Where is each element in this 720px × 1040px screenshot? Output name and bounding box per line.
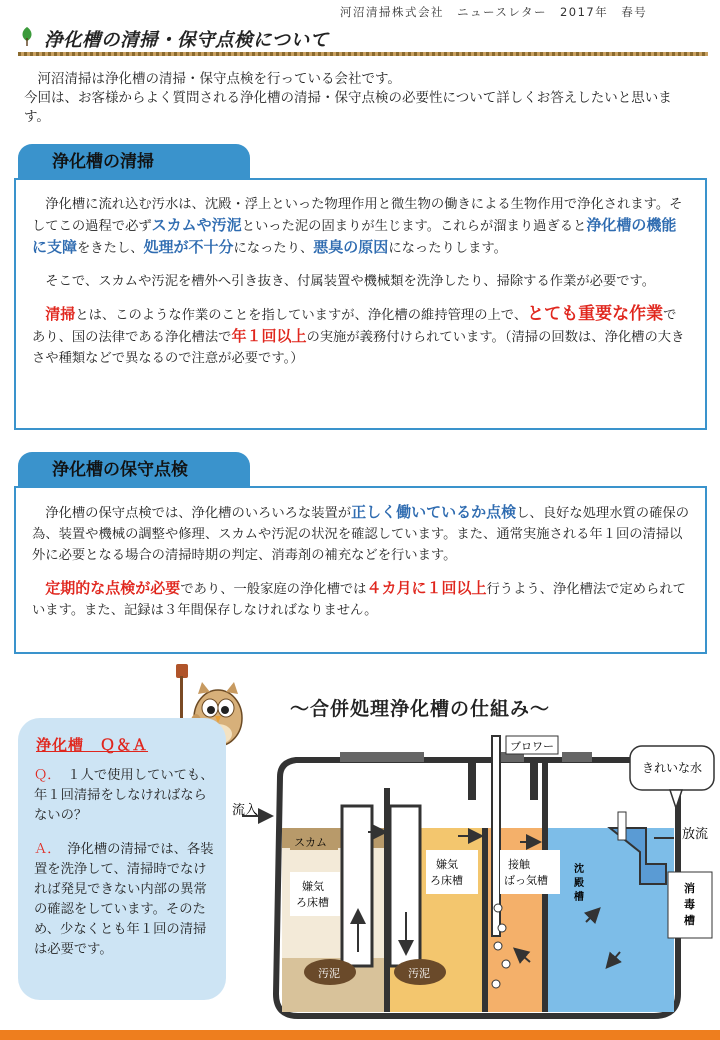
qa-question: Ｑ． １人で使用していても、年１回清掃をしなければならないの？ [34,768,214,823]
chamber2-label-1: 嫌気 [436,858,458,871]
section-cleaning-heading: 浄化槽の清掃 [18,144,250,180]
sludge2-label: 汚泥 [408,967,430,980]
discharge-label: 放流 [682,827,709,842]
section-inspection-box [14,486,707,654]
intro-line-1: 河沼清掃は浄化槽の清掃・保守点検を行っている会社です。 [24,71,401,87]
leaf-icon [20,26,34,46]
chamber3-label-2: ばっ気槽 [504,874,548,887]
chamber4-label-1: 沈 [574,864,584,875]
diagram-title: ～合併処理浄化槽の仕組み～ [290,698,551,720]
intro [24,70,694,127]
inspection-paragraph-2: 定期的な点検が必要であり、一般家庭の浄化槽では４カ月に１回以上行うよう、浄化槽法で定められています。また、記録は３年間保存しなければなりません。 [32,579,686,618]
section-inspection-heading: 浄化槽の保守点検 [18,452,250,488]
sludge1-label: 汚泥 [318,967,340,980]
clean-water-label: きれいな水 [642,761,703,775]
disinfect-label-2: 毒 [684,898,695,911]
intro-line-2: 今回は、お客様からよく質問される浄化槽の清掃・保守点検の必要性について詳しくお答えしたいと思います。 [24,90,672,125]
septic-tank-diagram [230,732,720,1022]
qa-title: 浄化槽 Ｑ＆Ａ [36,736,149,754]
chamber4-label-3: 槽 [574,892,584,903]
disinfect-label-3: 槽 [684,914,695,927]
chamber3-label-1: 接触 [508,858,530,871]
title-row [18,22,708,54]
page-title: 浄化槽の清掃・保守点検について [44,30,329,51]
chamber1-label-1: 嫌気 [302,880,324,893]
section-cleaning-box [14,178,707,430]
footer-bar [0,1030,720,1040]
masthead: 河沼清掃株式会社 ニュースレター 2017年 春号 [340,5,648,19]
inspection-paragraph-1: 浄化槽の保守点検では、浄化槽のいろいろな装置が正しく働いているか点検し、良好な処理水質の確保の為、装置や機械の調整や修理、スカムや汚泥の状況を確認しています。また、通常実施される年１回の清掃以外に必要となる場合の清掃時期の判定、消毒剤の補充などを行います。 [32,503,689,563]
cleaning-paragraph-3: 清掃とは、このような作業のことを指していますが、浄化槽の維持管理の上で、とても重要な作業であり、国の法律である浄化槽法で年１回以上の実施が義務付けられています。（清掃の回数は、浄化槽の大きさや種類などで異なるので注意が必要です。） [32,304,685,366]
disinfect-label-1: 消 [684,882,695,895]
chamber4-label-2: 殿 [574,878,584,889]
qa-answer: Ａ． 浄化槽の清掃では、各装置を洗浄して、清掃時でなければ発見できない内部の異常の確認をしています。そのため、少なくとも年１回の清掃は必要です。 [34,842,214,957]
chamber2-label-2: ろ床槽 [430,874,463,887]
inflow-label: 流入 [232,803,259,818]
cleaning-paragraph-1: 浄化槽に流れ込む汚水は、沈殿・浮上といった物理作用と微生物の働きによる生物作用で浄化されます。そしてこの過程で必ずスカムや汚泥といった泥の固まりが生じます。これらが溜まり過ぎると浄化槽の機能に支障をきたし、処理が不十分になったり、悪臭の原因になったりします。 [32,197,683,256]
chamber1-label-2: ろ床槽 [296,896,329,909]
title-underline [18,52,708,56]
cleaning-paragraph-2: そこで、スカムや汚泥を槽外へ引き抜き、付属装置や機械類を洗浄したり、掃除する作業が必要です。 [45,274,656,289]
qa-box [18,718,226,1000]
scum-label: スカム [294,836,327,849]
blower-label: ブロワー [510,740,554,753]
